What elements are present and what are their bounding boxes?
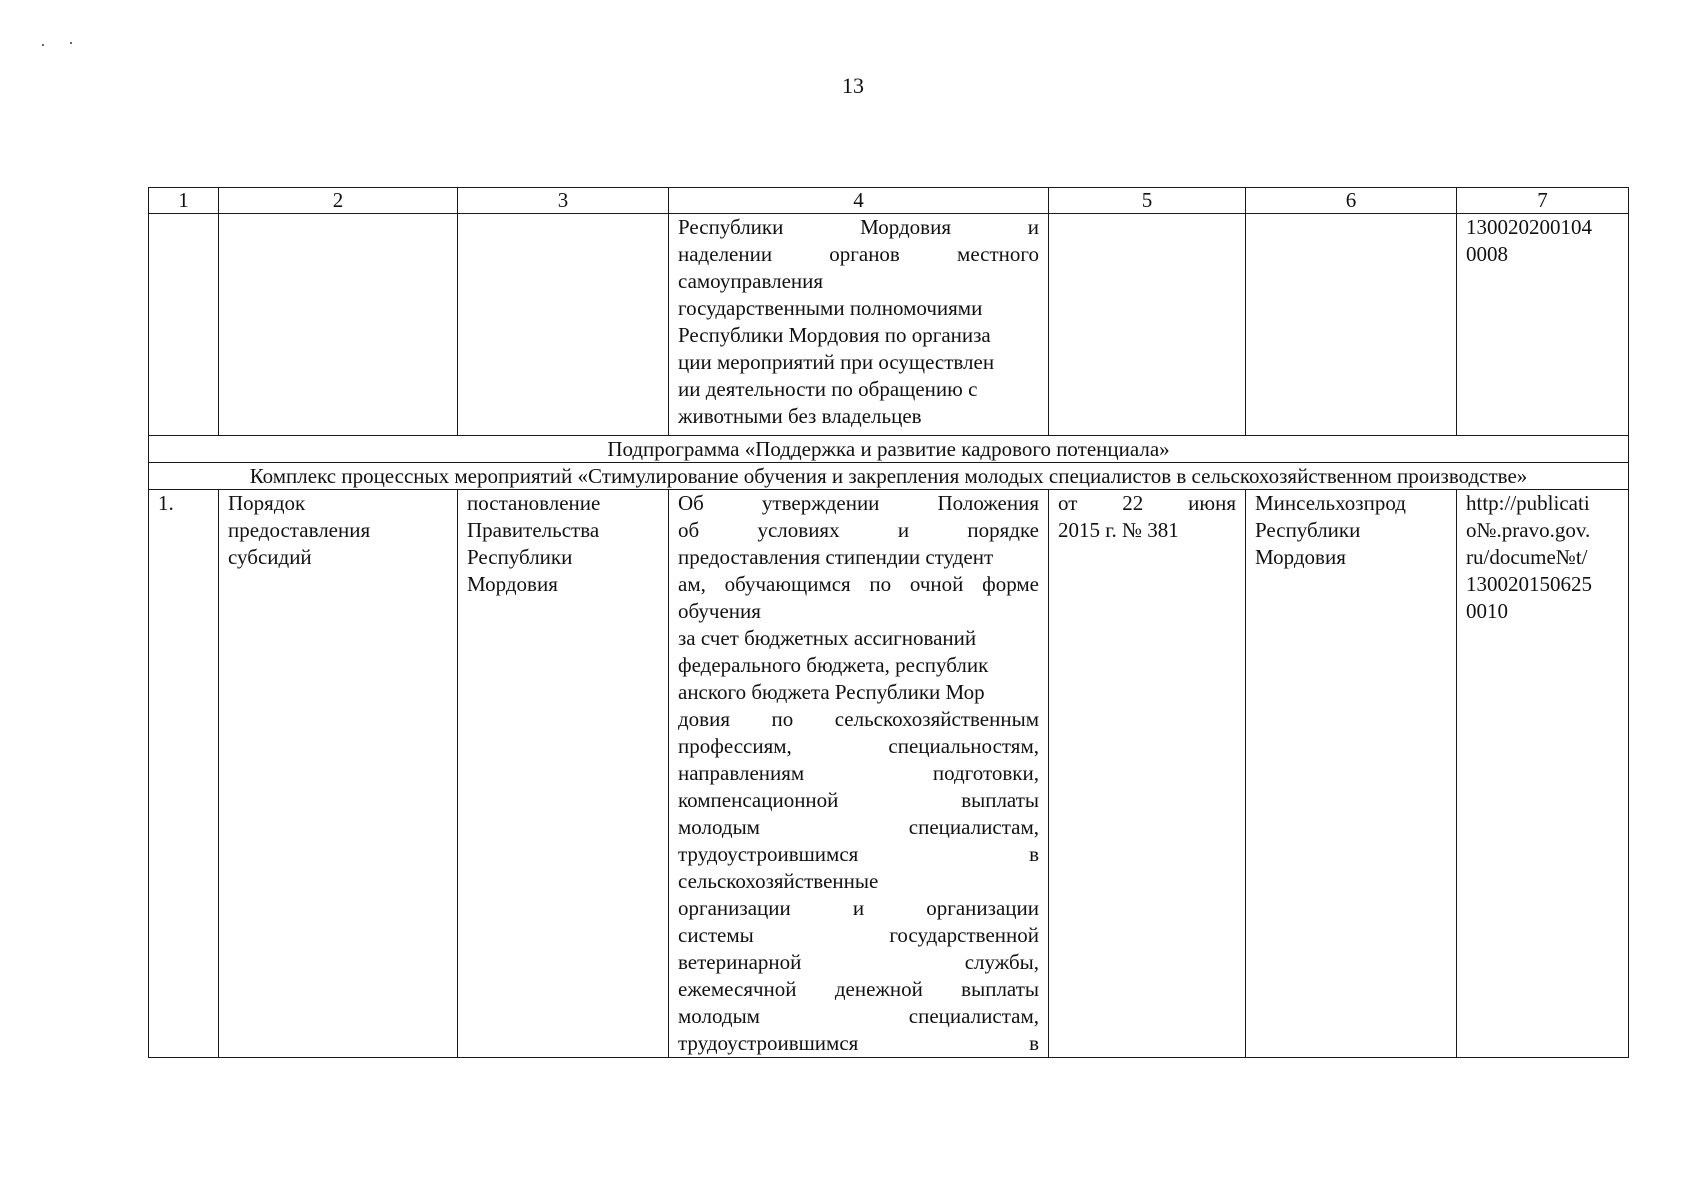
text-line: государственными полномочиями xyxy=(678,296,983,320)
text-line: трудоустроившимся в xyxy=(678,842,1039,866)
text-line: наделении органов местного xyxy=(678,242,1039,266)
text-line: 0010 xyxy=(1466,599,1508,623)
text-line: федерального бюджета, республик xyxy=(678,653,989,677)
cont-cell-link xyxy=(1457,214,1629,436)
text-line: Мордовия xyxy=(467,572,558,596)
complex-title: Комплекс процессных мероприятий «Стимулирование обучения и закрепления молодых специалистов в сельскохозяйственном производстве» xyxy=(149,463,1629,490)
page-number: 13 xyxy=(842,73,864,98)
header-cell-2: 2 xyxy=(219,188,458,214)
row-act-type xyxy=(458,490,669,1058)
text-line: Мордовия xyxy=(1255,545,1346,569)
text-line: 130020150625 xyxy=(1466,572,1592,596)
cont-cell-date xyxy=(1049,214,1246,436)
text-line: 130020200104 xyxy=(1466,215,1592,239)
scan-speck xyxy=(70,42,72,44)
header-cell-1: 1 xyxy=(149,188,219,214)
row-link xyxy=(1457,490,1629,1058)
text-line: Порядок xyxy=(228,491,306,515)
text-line: постановление xyxy=(467,491,601,515)
text-line: молодым специалистам, xyxy=(678,815,1039,839)
text-line: ru/docume№t/ xyxy=(1466,545,1588,569)
text-line: компенсационной выплаты xyxy=(678,788,1039,812)
text-line: Республики Мордовия и xyxy=(678,215,1039,239)
header-cell-3: 3 xyxy=(458,188,669,214)
row-number: 1. xyxy=(149,490,219,1058)
text-line: ии деятельности по обращению с xyxy=(678,377,978,401)
text-line: ам, обучающимся по очной форме xyxy=(678,572,1039,596)
complex-row xyxy=(149,463,1629,490)
text-line: http://publicati xyxy=(1466,491,1590,515)
row-authority xyxy=(1246,490,1457,1058)
text-line: ции мероприятий при осуществлен xyxy=(678,350,995,374)
text-line: самоуправления xyxy=(678,269,824,293)
text-line: субсидий xyxy=(228,545,312,569)
table-row-1 xyxy=(149,490,1629,1058)
subprogram-row xyxy=(149,436,1629,463)
table-row-continuation xyxy=(149,214,1629,436)
text-line: сельскохозяйственные xyxy=(678,869,879,893)
row-act-title xyxy=(669,490,1049,1058)
cont-cell-number xyxy=(149,214,219,436)
text-line: трудоустроившимся в xyxy=(678,1031,1039,1055)
text-line: ветеринарной службы, xyxy=(678,950,1039,974)
text-line: от 22 июня xyxy=(1058,491,1236,515)
header-cell-6: 6 xyxy=(1246,188,1457,214)
cont-cell-title xyxy=(669,214,1049,436)
text-line: Об утверждении Положения xyxy=(678,491,1039,515)
text-line: молодым специалистам, xyxy=(678,1004,1039,1028)
header-cell-5: 5 xyxy=(1049,188,1246,214)
text-line: ежемесячной денежной выплаты xyxy=(678,977,1039,1001)
subprogram-title: Подпрограмма «Поддержка и развитие кадрового потенциала» xyxy=(149,436,1629,463)
text-line: Республики Мордовия по организа xyxy=(678,323,991,347)
text-line: 0008 xyxy=(1466,242,1508,266)
text-line: за счет бюджетных ассигнований xyxy=(678,626,977,650)
text-line: предоставления стипендии студент xyxy=(678,545,994,569)
text-line: обучения xyxy=(678,599,761,623)
table-header-row xyxy=(149,188,1629,214)
text-line: системы государственной xyxy=(678,923,1039,947)
text-line: Республики xyxy=(467,545,573,569)
row-act-date xyxy=(1049,490,1246,1058)
text-line: анского бюджета Республики Мор xyxy=(678,680,985,704)
text-line: Республики xyxy=(1255,518,1361,542)
document-table xyxy=(148,187,1629,1058)
header-cell-7: 7 xyxy=(1457,188,1629,214)
text-line: 2015 г. № 381 xyxy=(1058,518,1179,542)
text-line: Минсельхозпрод xyxy=(1255,491,1406,515)
text-line: направлениям подготовки, xyxy=(678,761,1039,785)
text-line: предоставления xyxy=(228,518,371,542)
text-line: животными без владельцев xyxy=(678,404,922,428)
text-line: об условиях и порядке xyxy=(678,518,1039,542)
cont-cell-type xyxy=(219,214,458,436)
scan-speck xyxy=(42,44,44,46)
text-line: организации и организации xyxy=(678,896,1039,920)
text-line: профессиям, специальностям, xyxy=(678,734,1039,758)
text-line: Правительства xyxy=(467,518,600,542)
cont-cell-authority xyxy=(1246,214,1457,436)
text-line: довия по сельскохозяйственным xyxy=(678,707,1039,731)
cont-cell-act xyxy=(458,214,669,436)
row-type xyxy=(219,490,458,1058)
header-cell-4: 4 xyxy=(669,188,1049,214)
text-line: o№.pravo.gov. xyxy=(1466,518,1591,542)
